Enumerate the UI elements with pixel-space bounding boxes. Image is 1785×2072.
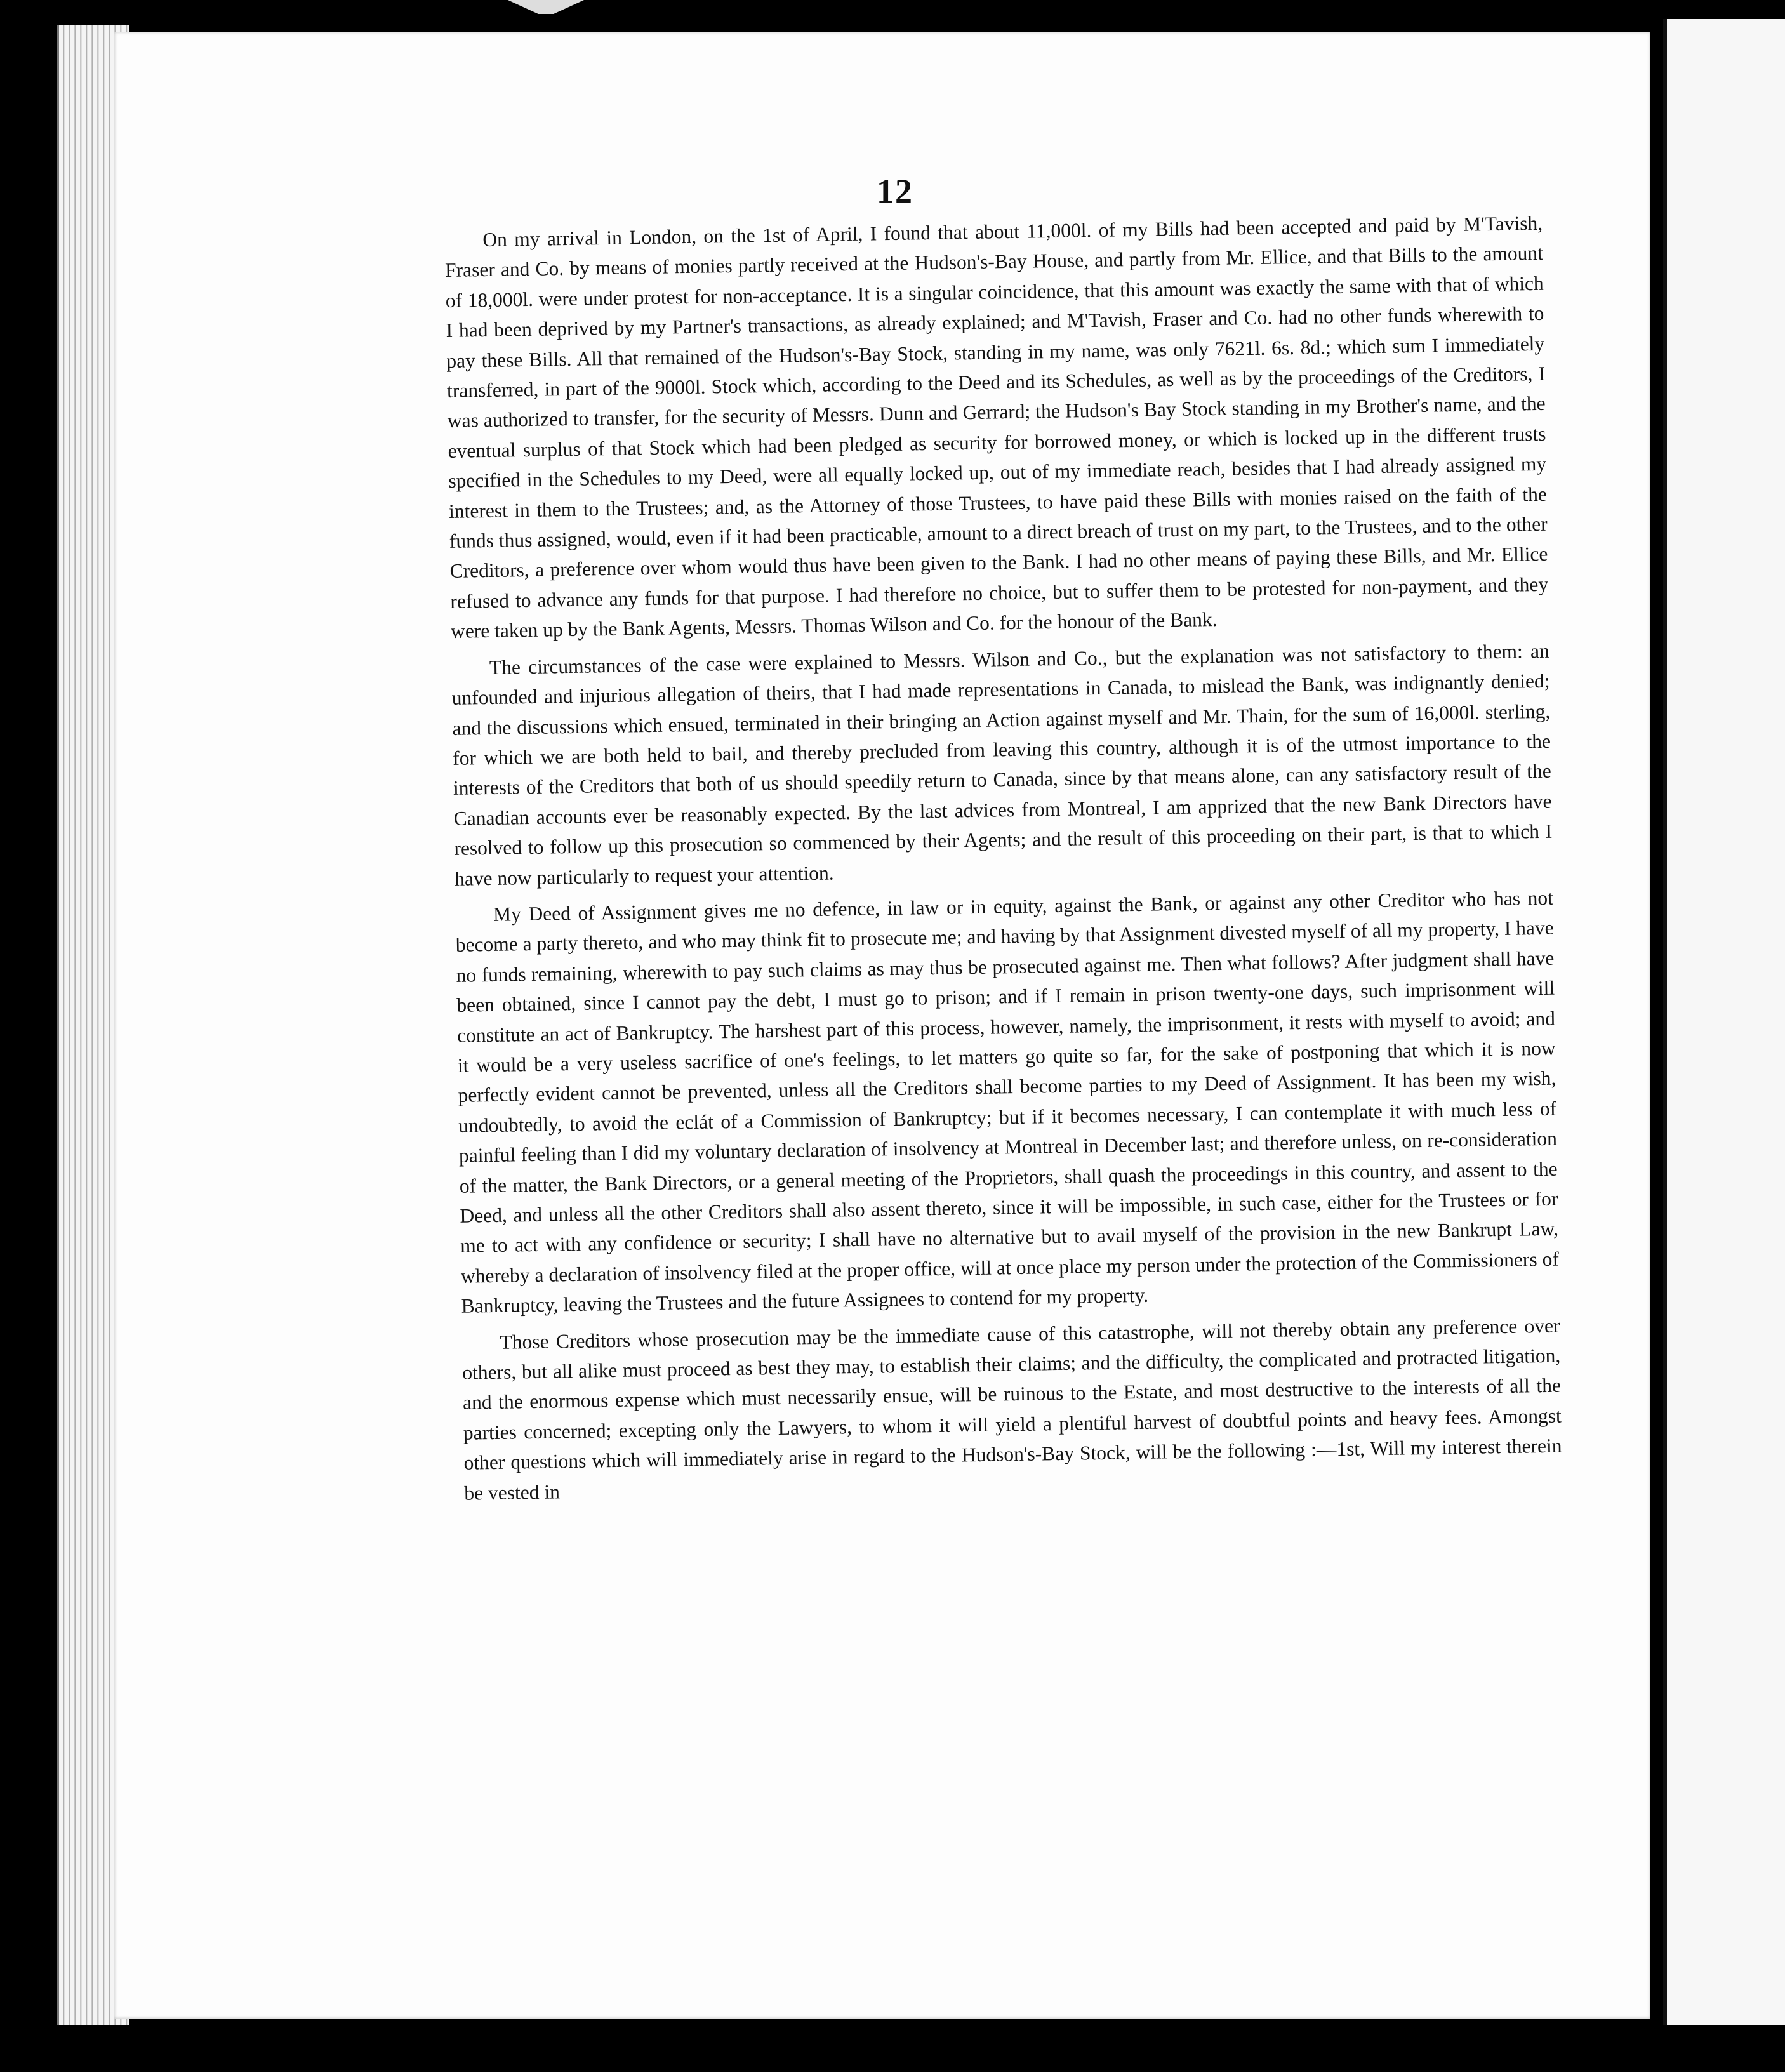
- paragraph-2: The circumstances of the case were explained to Messrs. Wilson and Co., but the explanation was not satisfactory to them: an unfounded and injurious allegation of theirs, that I had made representations in Canada, to mislead the Bank, was indignantly denied; and the discussions which ensued, terminated in their bringing an Action against myself and Mr. Thain, for the sum of 16,000l. sterling, for which we are both held to bail, and thereby precluded from leaving this country, although it is of the utmost importance to the interests of the Creditors that both of us should speedily return to Canada, since by that means alone, can any satisfactory result of the Canadian accounts ever be reasonably expected. By the last advices from Montreal, I am apprized that the new Bank Directors have resolved to follow up this prosecution so commenced by their Agents; and the result of this proceeding on their part, is that to which I have now particularly to request your attention.: [451, 639, 1553, 890]
- paragraph-4: Those Creditors whose prosecution may be the immediate cause of this catastrophe, will not thereby obtain any preference over others, but all alike must proceed as best they may, to establish their claims; and the difficulty, the complicated and protracted litigation, and the enormous expense which must necessarily ensue, will be ruinous to the Estate, and most destructive to the interests of all the parties concerned; excepting only the Lawyers, to whom it will yield a plentiful harvest of doubtful points and heavy fees. Amongst other questions which will immediately arise in regard to the Hudson's-Bay Stock, will be the following :—1st, Will my interest therein be vested in: [462, 1314, 1562, 1504]
- paragraph-3: My Deed of Assignment gives me no defence, in law or in equity, against the Bank, or against any other Creditor who has not become a party thereto, and who may think fit to prosecute me; and having by that Assignment divested myself of all my property, I have no funds remaining, wherewith to pay such claims as may thus be prosecuted against me. Then what follows? After judgment shall have been obtained, since I cannot pay the debt, I must go to prison; and if I remain in prison twenty-one days, such imprisonment will constitute an act of Bankruptcy. The harshest part of this process, however, namely, the imprisonment, it rests with myself to avoid; and it would be a very useless sacrifice of one's feelings, to let matters go quite so far, for the sake of postponing that which it is now perfectly evident cannot be prevented, unless all the Creditors shall become parties to my Deed of Assignment. It has been my wish, undoubtedly, to avoid the eclát of a Commission of Bankruptcy; but if it becomes necessary, I can contemplate it with much less of painful feeling than I did my voluntary declaration of insolvency at Montreal in December last; and therefore unless, on re-consideration of the matter, the Bank Directors, or a general meeting of the Proprietors, shall quash the proceedings in this country, and assent to the Deed, and unless all the other Creditors shall also assent thereto, since it will be impossible, in such case, either for the Trustees or for me to act with any confidence or security; I shall have no alternative but to avail myself of the provision in the new Bankrupt Law, whereby a declaration of insolvency filed at the proper office, will at once place my person under the protection of the Commissioners of Bankruptcy, leaving the Trustees and the future Assignees to contend for my property.: [455, 886, 1560, 1318]
- body-text: [444, 208, 1563, 1515]
- page-number: 12: [877, 172, 913, 210]
- paragraph-1: On my arrival in London, on the 1st of April, I found that about 11,000l. of my Bills had been accepted and paid by M'Tavish, Fraser and Co. by means of monies partly received at the Hudson's-Bay House, and partly from Mr. Ellice, and that Bills to the amount of 18,000l. were under protest for non-acceptance. It is a singular coincidence, that this amount was exactly the same with that of which I had been deprived by my Partner's transactions, as already explained; and M'Tavish, Fraser and Co. had no other funds wherewith to pay these Bills. All that remained of the Hudson's-Bay Stock, standing in my name, was only 7621l. 6s. 8d.; which sum I immediately transferred, in part of the 9000l. Stock which, according to the Deed and its Schedules, as well as by the proceedings of the Creditors, I was authorized to transfer, for the security of Messrs. Dunn and Gerrard; the Hudson's Bay Stock standing in my Brother's name, and the eventual surplus of that Stock which had been pledged as security for borrowed money, or which is locked up in the different trusts specified in the Schedules to my Deed, were all equally locked up, out of my immediate reach, besides that I had already assigned my interest in them to the Trustees; and, as the Attorney of those Trustees, to have paid these Bills with monies raised on the faith of the funds thus assigned, would, even if it had been practicable, amount to a direct breach of trust on my part, to the Trustees, and to the other Creditors, a preference over whom would thus have been given to the Bank. I had no other means of paying these Bills, and Mr. Ellice refused to advance any funds for that purpose. I had therefore no choice, but to suffer them to be protested for non-payment, and they were taken up by the Bank Agents, Messrs. Thomas Wilson and Co. for the honour of the Bank.: [444, 211, 1549, 643]
- scan-bottom-border: [0, 2025, 1785, 2072]
- facing-page-edge: [1663, 19, 1785, 2025]
